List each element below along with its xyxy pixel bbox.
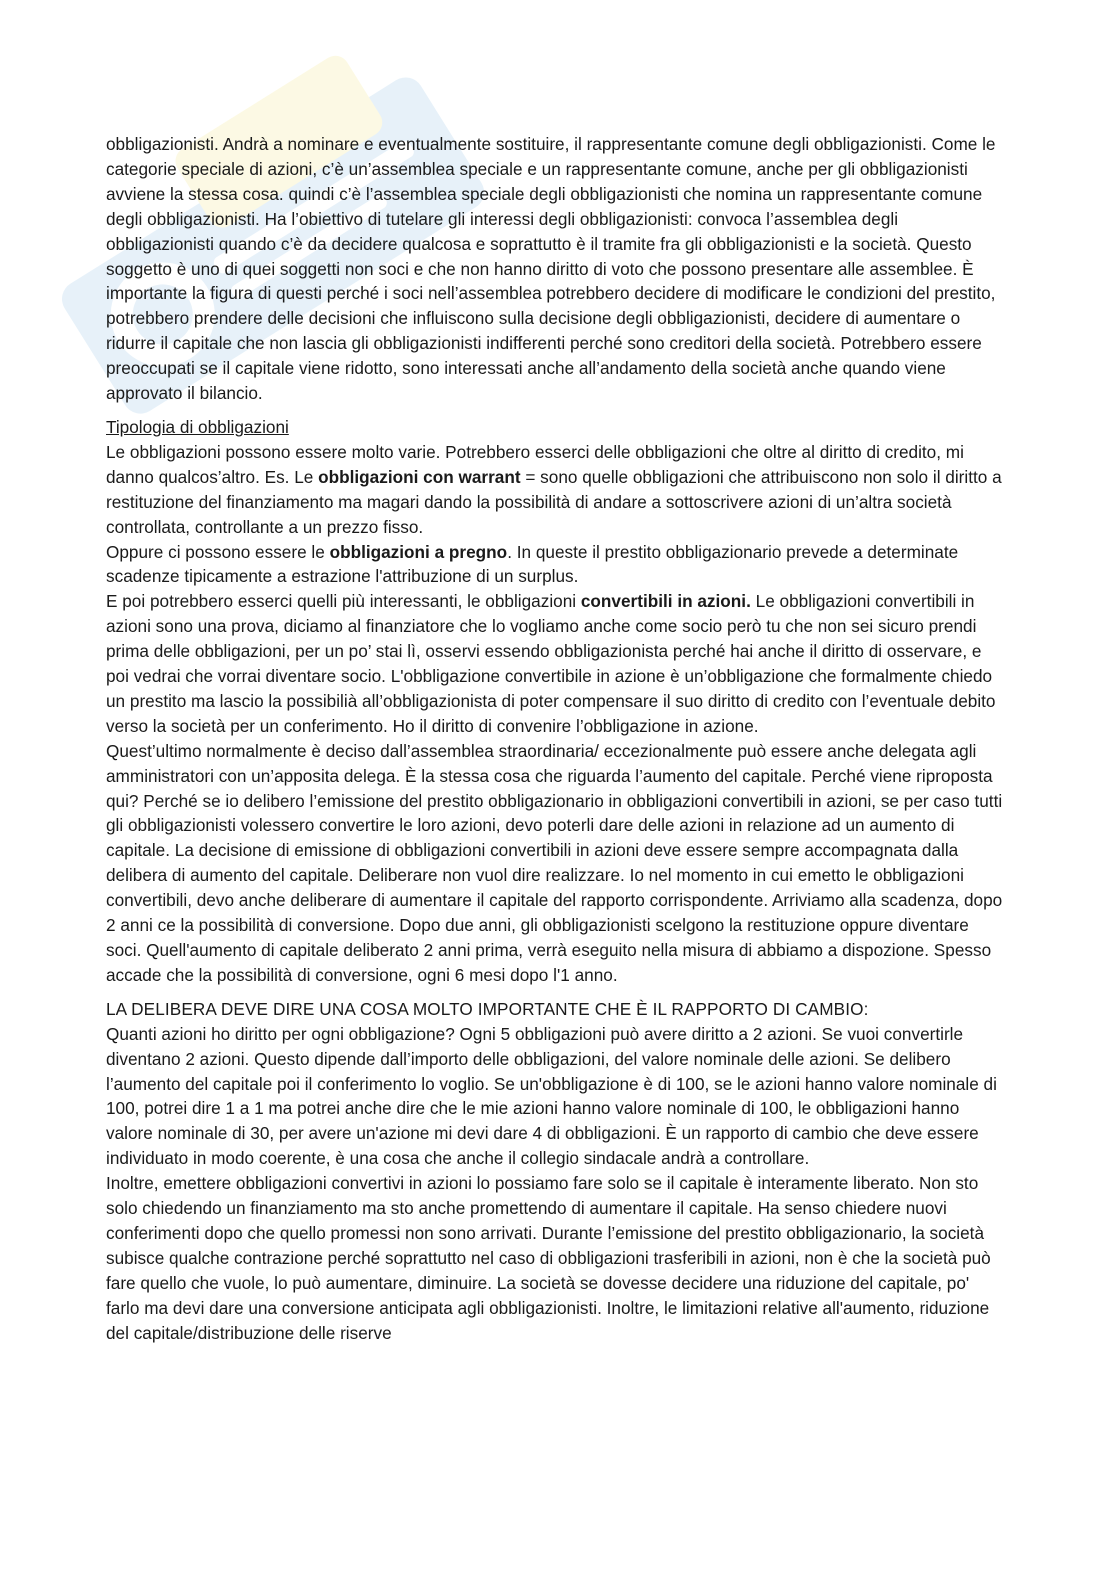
document-body	[106, 132, 1006, 1346]
paragraph-rappresentante-comune: obbligazionisti. Andrà a nominare e eventualmente sostituire, il rappresentante comune degli obbligazionisti. Come le categorie speciale di azioni, c’è un’assemblea speciale e un rappresentante comune, anche per gli obbligazionisti avviene la stessa cosa. quindi c’è l’assemblea speciale degli obbligazionisti che nomina un rappresentante comune degli obbligazionisti. Ha l’obiettivo di tutelare gli interessi degli obbligazionisti: convoca l’assemblea degli obbligazionisti quando c’è da decidere qualcosa e soprattutto è il tramite fra gli obbligazionisti e la società. Questo soggetto è uno di quei soggetti non soci e che non hanno diritto di voto che possono presentare alle assemblee. È importante la figura di questi perché i soci nell’assemblea potrebbero decidere di modificare le condizioni del prestito, potrebbero prendere delle decisioni che influiscono sulla decisione degli obbligazionisti, decidere di aumentare o ridurre il capitale che non lascia gli obbligazionisti indifferenti perché sono creditori della società. Potrebbero essere preoccupati se il capitale viene ridotto, sono interessati anche all’andamento della società anche quando viene approvato il bilancio.	[106, 134, 996, 404]
paragraph-capitale-liberato: Inoltre, emettere obbligazioni convertivi in azioni lo possiamo fare solo se il capitale è interamente liberato. Non sto solo chiedendo un finanziamento ma sto anche promettendo di aumentare il capitale. Ha senso chiedere nuovi conferimenti dopo che quello promessi non sono arrivati. Durante l’emissione del prestito obbligazionario, la società subisce qualche contrazione perché soprattutto nel caso di obbligazioni trasferibili in azioni, non è che la società può fare quello che vuole, lo può aumentare, diminuire. La società se dovesse decidere una riduzione del capitale, po' farlo ma devi dare una conversione anticipata agli obbligazionisti. Inoltre, le limitazioni relative all'aumento, riduzione del capitale/distribuzione delle riserve	[106, 1173, 991, 1343]
term-obbligazioni-con-warrant: obbligazioni con warrant	[318, 466, 521, 487]
paragraph-rapporto-di-cambio: Quanti azioni ho diritto per ogni obbligazione? Ogni 5 obbligazioni può avere diritto a 2 azioni. Se vuoi convertirle diventano 2 azioni. Questo dipende dall’importo delle obbligazioni, del valore nominale delle azioni. Se delibero l’aumento del capitale poi il conferimento lo voglio. Se un'obbligazione è di 100, se le azioni hanno valore nominale di 100, potrei dire 1 a 1 ma potrei anche dire che le mie azioni hanno valore nominale di 100, le obbligazioni hanno valore nominale di 30, per avere un'azione mi devi dare 4 di obbligazioni. È un rapporto di cambio che deve essere individuato in modo coerente, è una cosa che anche il collegio sindacale andrà a controllare.	[106, 1023, 997, 1169]
paragraph-pregno-text: Oppure ci possono essere le	[106, 541, 330, 562]
paragraph-pregno-text-end: . In queste il prestito obbligazionario prevede a determinate scadenze tipicamente a estrazione l'attribuzione di un surplus.	[106, 541, 959, 587]
paragraph-convertibili-text-end: Le obbligazioni convertibili in azioni sono una prova, diciamo al finanziatore che lo vogliamo anche come socio però tu che non sei sicuro prendi prima delle obbligazioni, per un po’ stai lì, osservi essendo obbligazionista perché hai anche il diritto di osservare, e poi vedrai che vorrai diventare socio. L'obbligazione convertibile in azione è un’obbligazione che formalmente chiedo un prestito ma lascio la possibilià all’obbligazionista di poter compensare il suo diritto di credito con l’eventuale debito verso la società per un conferimento. Ho il diritto di convenire l’obbligazione in azione.	[106, 591, 996, 736]
paragraph-convertibili	[106, 589, 1006, 738]
paragraph-assemblea-straordinaria: Quest’ultimo normalmente è deciso dall’assemblea straordinaria/ eccezionalmente può essere anche delegata agli amministratori con un’apposita delega. È la stessa cosa che riguarda l’aumento del capitale. Perché viene riproposta qui? Perché se io delibero l’emissione del prestito obbligazionario in obbligazioni convertibili in azioni, se per caso tutti gli obbligazionisti volessero convertire le loro azioni, devo poterli dare delle azioni in relazione ad un aumento di capitale. La decisione di emissione di obbligazioni convertibili in azioni deve essere sempre accompagnata dalla delibera di aumento del capitale. Deliberare non vuol dire realizzare. Io nel momento in cui emetto le obbligazioni convertibili, devo anche deliberare di aumentare il capitale del rapporto corrispondente. Arriviamo alla scadenza, dopo 2 anni ce la possibilità di conversione. Dopo due anni, gli obbligazionisti scelgono la restituzione oppure diventare soci. Quell'aumento di capitale deliberato 2 anni prima, verrà eseguito nella misura di abbiamo a dispozione. Spesso accade che la possibilità di conversione, ogni 6 mesi dopo l'1 anno.	[106, 740, 1003, 985]
paragraph-pregno	[106, 540, 1006, 590]
term-convertibili-in-azioni: convertibili in azioni.	[580, 591, 751, 612]
paragraph-warrant-text-end: = sono quelle obbligazioni che attribuiscono non solo il diritto a restituzione del finanziamento ma magari dando la possibilità di andare a sottoscrivere azioni di un’altra società controllata, controllante a un prezzo fisso.	[106, 466, 1002, 537]
section-heading-tipologia: Tipologia di obbligazioni	[106, 416, 289, 437]
paragraph-rapporto-di-cambio-heading: LA DELIBERA DEVE DIRE UNA COSA MOLTO IMPORTANTE CHE È IL RAPPORTO DI CAMBIO:	[106, 998, 869, 1019]
paragraph-warrant-text: Le obbligazioni possono essere molto varie. Potrebbero esserci delle obbligazioni che oltre al diritto di credito, mi danno qualcos’altro. Es. Le	[106, 441, 964, 487]
paragraph-warrant	[106, 440, 1006, 540]
paragraph-convertibili-text: E poi potrebbero esserci quelli più interessanti, le obbligazioni	[106, 591, 581, 612]
term-obbligazioni-a-pregno: obbligazioni a pregno	[329, 541, 508, 562]
